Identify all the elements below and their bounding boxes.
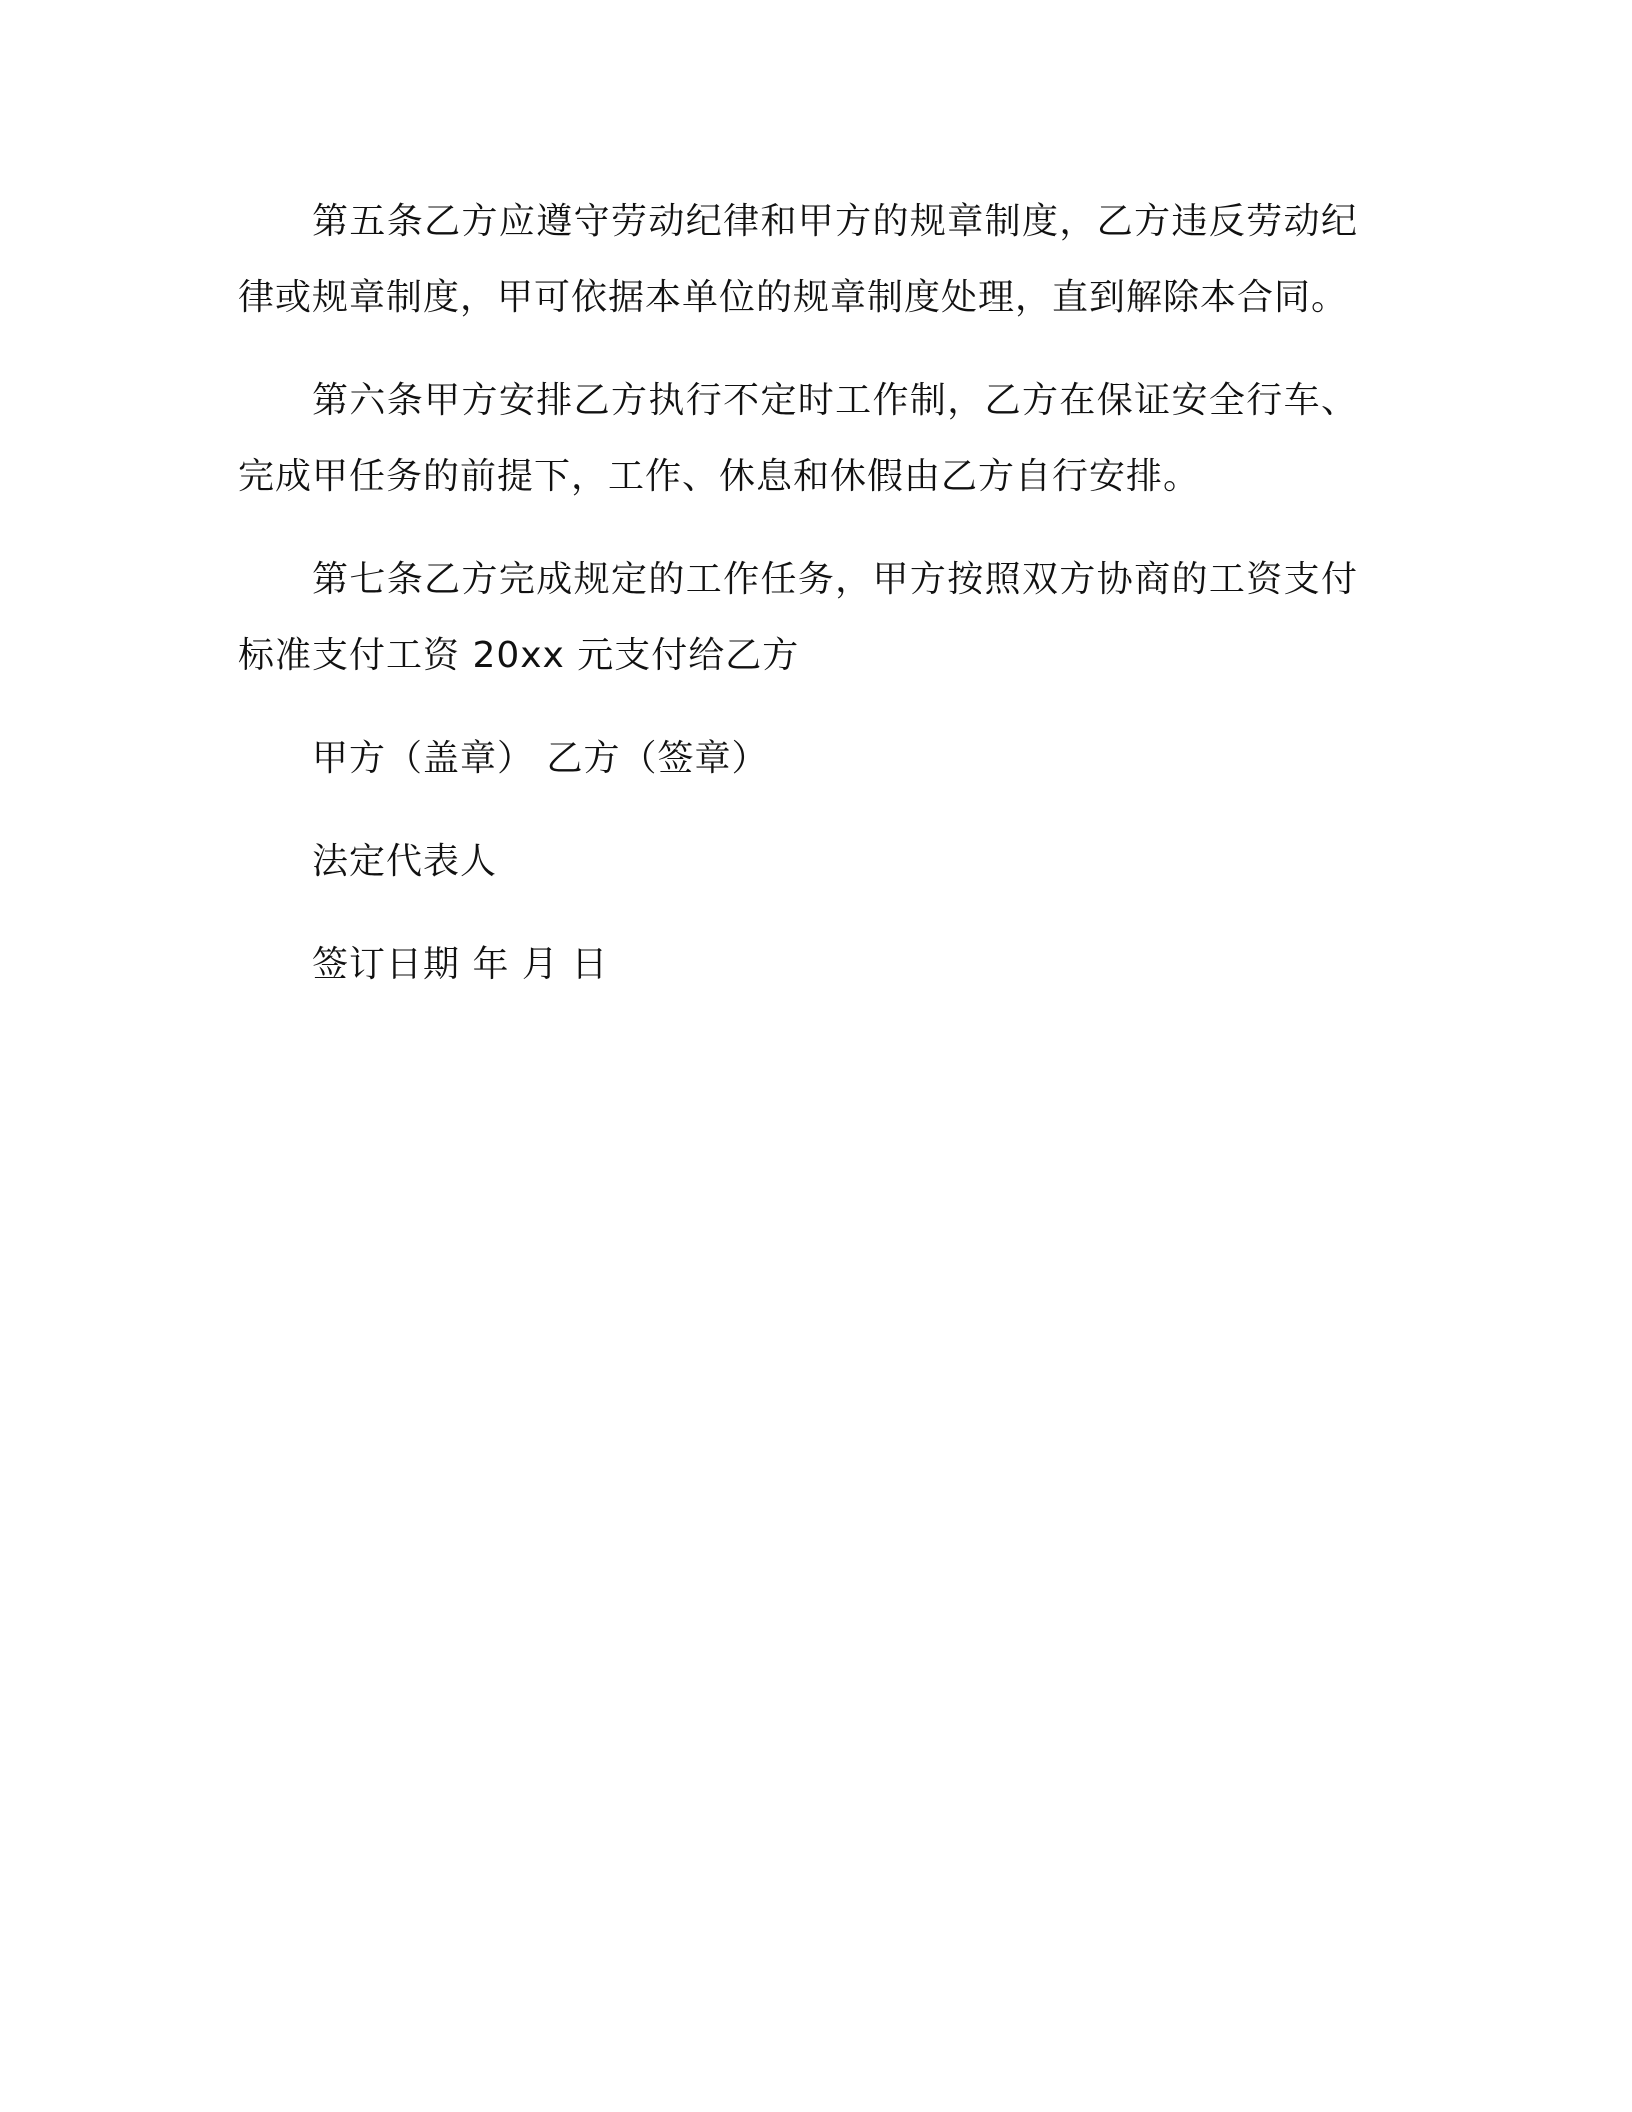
article-5-paragraph: 第五条乙方应遵守劳动纪律和甲方的规章制度，乙方违反劳动纪律或规章制度，甲可依据本单位的规章制度处理，直到解除本合同。 bbox=[238, 201, 1358, 318]
signature-parties-line: 甲方（盖章） 乙方（签章） bbox=[312, 738, 769, 779]
document-body bbox=[238, 184, 1358, 1030]
article-7-paragraph: 第七条乙方完成规定的工作任务，甲方按照双方协商的工资支付标准支付工资 20xx 元支付给乙方 bbox=[238, 559, 1358, 676]
legal-representative-line: 法定代表人 bbox=[312, 841, 498, 882]
article-6-paragraph: 第六条甲方安排乙方执行不定时工作制，乙方在保证安全行车、完成甲任务的前提下，工作、休息和休假由乙方自行安排。 bbox=[238, 380, 1358, 497]
signing-date-line: 签订日期 年 月 日 bbox=[312, 944, 609, 985]
